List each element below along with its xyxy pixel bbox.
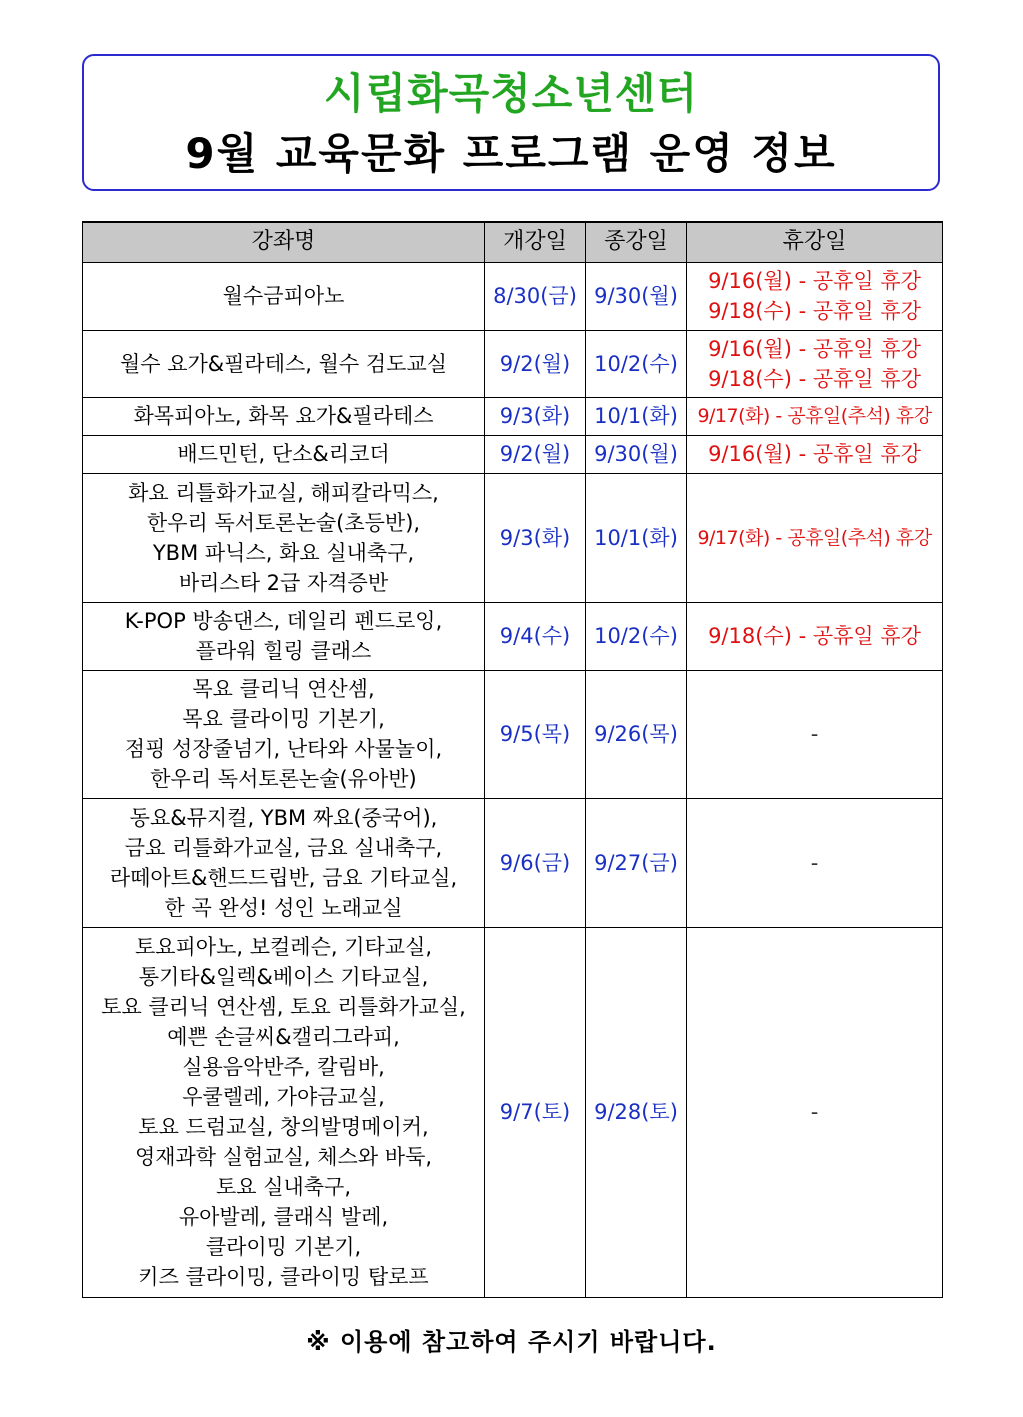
program-schedule-table — [82, 221, 943, 1298]
start-date: 9/2(월) — [485, 330, 586, 397]
table-row — [83, 927, 943, 1297]
start-date: 8/30(금) — [485, 262, 586, 330]
start-date: 9/3(화) — [485, 397, 586, 435]
start-date: 9/6(금) — [485, 798, 586, 927]
column-header-course: 강좌명 — [83, 222, 485, 262]
table-row — [83, 435, 943, 473]
start-date: 9/4(수) — [485, 602, 586, 670]
end-date: 9/26(목) — [586, 670, 687, 798]
break-dates: 9/17(화) - 공휴일(추석) 휴강 — [687, 397, 943, 435]
column-header-end: 종강일 — [586, 222, 687, 262]
end-date: 9/30(월) — [586, 435, 687, 473]
break-dates: - — [687, 798, 943, 927]
end-date: 9/27(금) — [586, 798, 687, 927]
end-date: 10/2(수) — [586, 602, 687, 670]
start-date: 9/7(토) — [485, 927, 586, 1297]
break-dates: - — [687, 927, 943, 1297]
end-date: 9/28(토) — [586, 927, 687, 1297]
table-row — [83, 473, 943, 602]
course-names: K-POP 방송댄스, 데일리 펜드로잉, 플라워 힐링 클래스 — [83, 602, 485, 670]
course-names: 목요 클리닉 연산셈, 목요 클라이밍 기본기, 점핑 성장줄넘기, 난타와 사물놀이, 한우리 독서토론논술(유아반) — [83, 670, 485, 798]
break-dates: 9/18(수) - 공휴일 휴강 — [687, 602, 943, 670]
org-name: 시립화곡청소년센터 — [323, 69, 699, 118]
course-names: 배드민턴, 단소&리코더 — [83, 435, 485, 473]
break-dates: 9/16(월) - 공휴일 휴강 9/18(수) - 공휴일 휴강 — [687, 262, 943, 330]
course-names: 동요&뮤지컬, YBM 짜요(중국어), 금요 리틀화가교실, 금요 실내축구, 라떼아트&핸드드립반, 금요 기타교실, 한 곡 완성! 성인 노래교실 — [83, 798, 485, 927]
table-header-row — [83, 222, 943, 262]
footer-note: ※ 이용에 참고하여 주시기 바랍니다. — [306, 1328, 717, 1356]
table-row — [83, 330, 943, 397]
start-date: 9/5(목) — [485, 670, 586, 798]
end-date: 9/30(월) — [586, 262, 687, 330]
course-names: 화목피아노, 화목 요가&필라테스 — [83, 397, 485, 435]
course-names: 월수금피아노 — [83, 262, 485, 330]
table-row — [83, 670, 943, 798]
table-row — [83, 262, 943, 330]
table-row — [83, 602, 943, 670]
title-box — [82, 54, 940, 191]
table-row — [83, 397, 943, 435]
table-row — [83, 798, 943, 927]
end-date: 10/1(화) — [586, 473, 687, 602]
course-names: 월수 요가&필라테스, 월수 검도교실 — [83, 330, 485, 397]
end-date: 10/1(화) — [586, 397, 687, 435]
start-date: 9/3(화) — [485, 473, 586, 602]
end-date: 10/2(수) — [586, 330, 687, 397]
break-dates: 9/17(화) - 공휴일(추석) 휴강 — [687, 473, 943, 602]
break-dates: - — [687, 670, 943, 798]
break-dates: 9/16(월) - 공휴일 휴강 — [687, 435, 943, 473]
break-dates: 9/16(월) - 공휴일 휴강 9/18(수) - 공휴일 휴강 — [687, 330, 943, 397]
course-names: 토요피아노, 보컬레슨, 기타교실, 통기타&일렉&베이스 기타교실, 토요 클리닉 연산셈, 토요 리틀화가교실, 예쁜 손글씨&캘리그라피, 실용음악반주, 칼림바, 우쿨렐레, 가야금교실, 토요 드럼교실, 창의발명메이커, 영재과학 실험교실, 체스와 바둑, 토요 실내축구, 유아발레, 클래식 발레, 클라이밍 기본기, 키즈 클라이밍, 클라이밍 탑로프 — [83, 927, 485, 1297]
course-names: 화요 리틀화가교실, 해피칼라믹스, 한우리 독서토론논술(초등반), YBM 파닉스, 화요 실내축구, 바리스타 2급 자격증반 — [83, 473, 485, 602]
column-header-break: 휴강일 — [687, 222, 943, 262]
column-header-start: 개강일 — [485, 222, 586, 262]
start-date: 9/2(월) — [485, 435, 586, 473]
page-title: 9월 교육문화 프로그램 운영 정보 — [185, 129, 837, 178]
